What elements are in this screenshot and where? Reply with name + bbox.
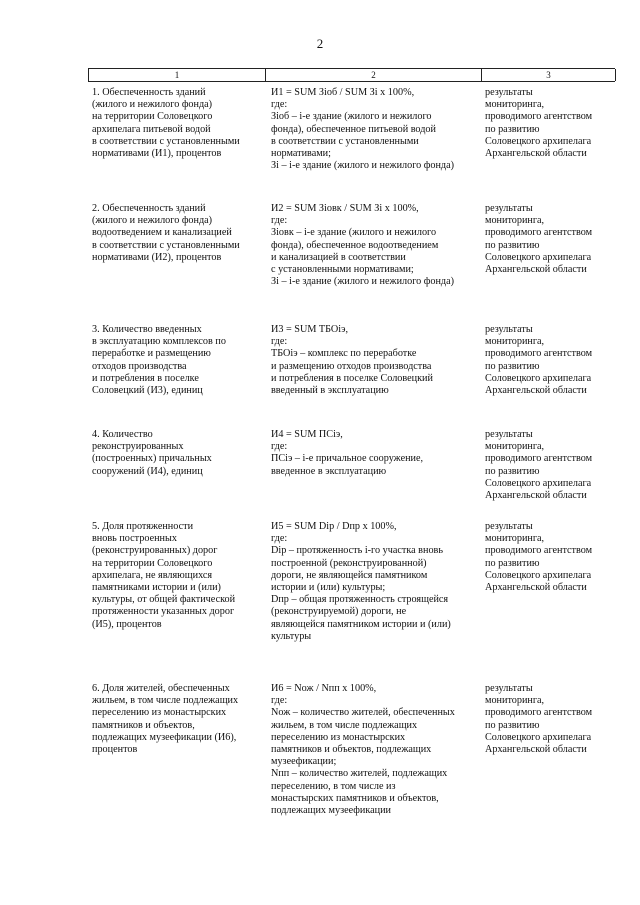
table-row bbox=[88, 87, 615, 172]
source-cell: результаты мониторинга, проводимого агентством по развитию Соловецкого архипелага Архангельской области bbox=[485, 683, 593, 756]
source-cell: результаты мониторинга, проводимого агентством по развитию Соловецкого архипелага Архангельской области bbox=[485, 521, 593, 594]
indicator-cell: 2. Обеспеченность зданий (жилого и нежилого фонда) водоотведением и канализацией в соответствии с установленными нормативами (И2), процентов bbox=[92, 203, 240, 263]
table-row bbox=[88, 683, 615, 817]
table-row bbox=[88, 203, 615, 288]
source-cell: результаты мониторинга, проводимого агентством по развитию Соловецкого архипелага Архангельской области bbox=[485, 203, 593, 276]
table-row bbox=[88, 324, 615, 397]
formula-cell: И5 = SUM Dip / Dпр x 100%, где: Dip – протяженность i-го участка вновь построенной (реконструированной) дороги, не являющейся памятником истории и (или) культуры; Dпр – общая протяженность строящейся (реконструируемой) дороги, не являющейся памятником истории и (или) культуры bbox=[271, 521, 451, 642]
indicator-cell: 6. Доля жителей, обеспеченных жильем, в том числе подлежащих переселению из монастырских памятников и объектов, подлежащих музеефикации (И6), процентов bbox=[92, 683, 239, 756]
indicator-cell: 5. Доля протяженности вновь построенных (реконструированных) дорог на территории Соловецкого архипелага, не являющихся памятниками истории и (или) культуры, от общей фактической протяженности указанных дорог (И5), процентов bbox=[92, 521, 236, 630]
formula-cell: И1 = SUM Зiоб / SUM Зi x 100%, где: Зiоб – i-е здание (жилого и нежилого фонда), обеспеченное питьевой водой в соответствии с установленными нормативами; Зi – i-е здание (жилого и нежилого фонда) bbox=[271, 87, 455, 172]
page-number: 2 bbox=[316, 36, 324, 51]
indicator-cell: 3. Количество введенных в эксплуатацию комплексов по переработке и размещению отходов производства и потребления в поселке Соловецкий (И3), единиц bbox=[92, 324, 226, 397]
formula-cell: И4 = SUM ПСiэ, где: ПСiэ – i-е причальное сооружение, введенное в эксплуатацию bbox=[271, 429, 424, 477]
formula-cell: И6 = Nож / Nпп x 100%, где: Nож – количество жителей, обеспеченных жильем, в том числе подлежащих переселению из монастырских памятников и объектов, подлежащих музеефикации; Nпп – количество жителей, подлежащих переселению, в том числе из монастырских памятников и объектов, подлежащих музеефикации bbox=[271, 683, 455, 817]
indicator-cell: 4. Количество реконструированных (построенных) причальных сооружений (И4), единиц bbox=[92, 429, 212, 477]
formula-cell: И2 = SUM Зiовк / SUM Зi x 100%, где: Зiовк – i-е здание (жилого и нежилого фонда), обеспеченное водоотведением и канализацией в соответствии с установленными нормативами; Зi – i-е здание (жилого и нежилого фонда) bbox=[271, 203, 455, 288]
source-cell: результаты мониторинга, проводимого агентством по развитию Соловецкого архипелага Архангельской области bbox=[485, 429, 593, 502]
source-cell: результаты мониторинга, проводимого агентством по развитию Соловецкого архипелага Архангельской области bbox=[485, 87, 593, 160]
source-cell: результаты мониторинга, проводимого агентством по развитию Соловецкого архипелага Архангельской области bbox=[485, 324, 593, 397]
indicators-table bbox=[88, 68, 615, 817]
table-header-row bbox=[88, 68, 615, 82]
table-row bbox=[88, 521, 615, 643]
column-header-3: 3 bbox=[482, 69, 616, 81]
table-row bbox=[88, 429, 615, 502]
column-header-2: 2 bbox=[266, 69, 482, 81]
column-header-1: 1 bbox=[89, 69, 266, 81]
formula-cell: И3 = SUM ТБОiэ, где: ТБОiэ – комплекс по переработке и размещению отходов производства и потребления в поселке Соловецкий введенный в эксплуатацию bbox=[271, 324, 433, 397]
indicator-cell: 1. Обеспеченность зданий (жилого и нежилого фонда) на территории Соловецкого архипелага питьевой водой в соответствии с установленными нормативами (И1), процентов bbox=[92, 87, 240, 160]
